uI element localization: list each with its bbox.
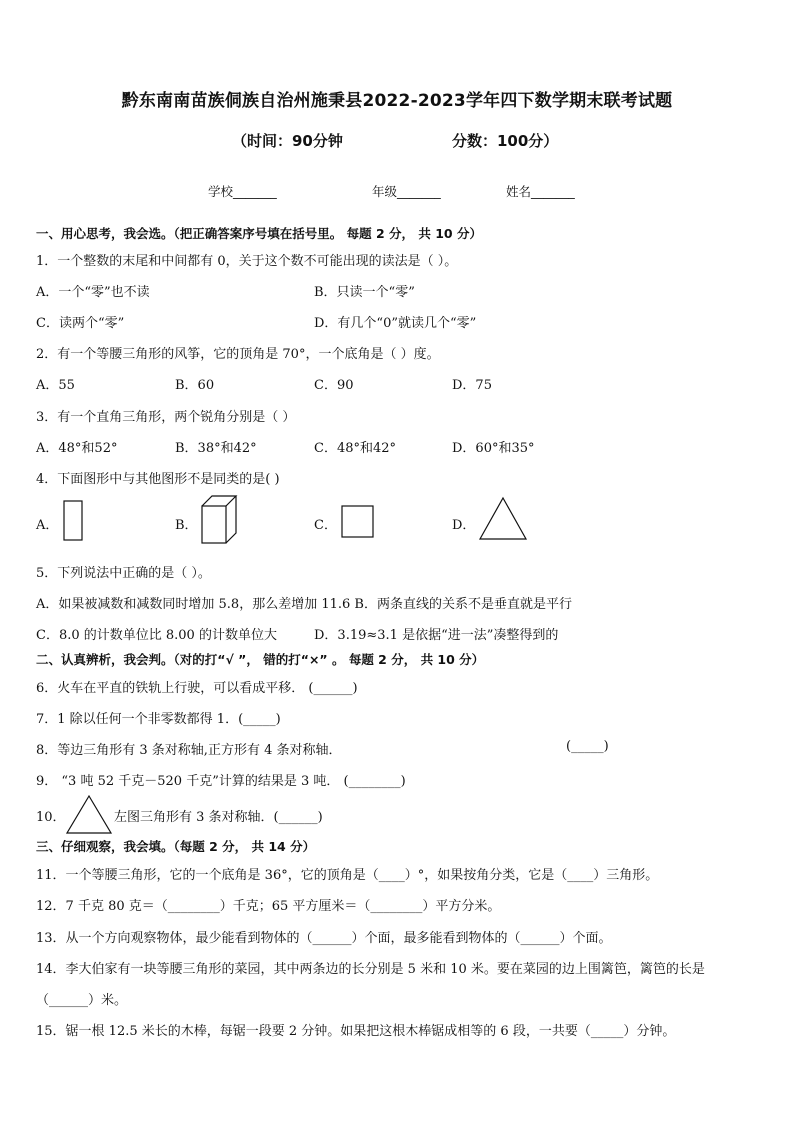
q10-triangle-icon bbox=[64, 794, 114, 836]
question-6: 6．火车在平直的铁轨上行驶，可以看成平移． (______) bbox=[36, 681, 358, 696]
grade-field: 年级_______ bbox=[372, 184, 441, 199]
q4-option-b: B． bbox=[175, 518, 198, 533]
question-10-text: 左图三角形有 3 条对称轴．(______) bbox=[114, 810, 323, 825]
q2-option-b: B．60 bbox=[175, 378, 215, 393]
question-7: 7．1 除以任何一个非零数都得 1．(_____) bbox=[36, 712, 281, 727]
question-11: 11．一个等腰三角形，它的一个底角是 36°，它的顶角是（____）°，如果按角分类，它是（____）三角形。 bbox=[36, 868, 659, 883]
question-15: 15．锯一根 12.5 米长的木棒，每锯一段要 2 分钟。如果把这根木棒锯成相等的 6 段，一共要（_____）分钟。 bbox=[36, 1024, 676, 1039]
q2-option-a: A．55 bbox=[36, 378, 75, 393]
q1-option-c: C．读两个“零” bbox=[36, 316, 125, 331]
q2-option-d: D．75 bbox=[452, 378, 492, 393]
question-12: 12．7 千克 80 克＝（________）千克；65 平方厘米＝（________）平方分米。 bbox=[36, 899, 501, 914]
q3-option-c: C．48°和42° bbox=[314, 441, 397, 456]
question-14-line-2: （______）米。 bbox=[36, 993, 128, 1008]
square-icon bbox=[340, 504, 376, 540]
question-13: 13．从一个方向观察物体，最少能看到物体的（______）个面，最多能看到物体的（______）个面。 bbox=[36, 931, 612, 946]
question-5: 5．下列说法中正确的是（ ）。 bbox=[36, 566, 211, 581]
school-field: 学校_______ bbox=[208, 184, 277, 199]
q1-option-b: B．只读一个“零” bbox=[314, 285, 415, 300]
q8-blank: (_____) bbox=[566, 739, 609, 754]
q4-option-c: C． bbox=[314, 518, 337, 533]
section-2-heading: 二、认真辨析，我会判。（对的打“√ ”， 错的打“×” 。 每题 2 分， 共 10 分） bbox=[36, 652, 485, 667]
q1-option-d: D．有几个“0”就读几个“零” bbox=[314, 316, 477, 331]
section-3-heading: 三、仔细观察，我会填。（每题 2 分， 共 14 分） bbox=[36, 839, 316, 854]
exam-time: （时间：90分钟 bbox=[232, 132, 343, 150]
q5-options-ab: A．如果被减数和减数同时增加 5.8，那么差增加 11.6 B．两条直线的关系不是垂直就是平行 bbox=[36, 597, 572, 612]
question-8: 8．等边三角形有 3 条对称轴,正方形有 4 条对称轴． bbox=[36, 743, 342, 758]
q3-option-a: A．48°和52° bbox=[36, 441, 118, 456]
q3-option-d: D．60°和35° bbox=[452, 441, 535, 456]
tall-rectangle-icon bbox=[62, 500, 86, 542]
question-3: 3．有一个直角三角形，两个锐角分别是（ ） bbox=[36, 410, 296, 425]
q1-option-a: A．一个“零”也不读 bbox=[36, 285, 150, 300]
q5-option-d: D．3.19≈3.1 是依据“进一法”凑整得到的 bbox=[314, 628, 559, 643]
cuboid-icon bbox=[200, 494, 240, 546]
q5-option-c: C．8.0 的计数单位比 8.00 的计数单位大 bbox=[36, 628, 277, 643]
q2-option-c: C．90 bbox=[314, 378, 354, 393]
q3-option-b: B．38°和42° bbox=[175, 441, 257, 456]
exam-score: 分数：100分） bbox=[452, 132, 559, 150]
question-14-line-1: 14．李大伯家有一块等腰三角形的菜园，其中两条边的长分别是 5 米和 10 米。要在菜园的边上围篱笆，篱笆的长是 bbox=[36, 962, 705, 977]
question-9: 9． “3 吨 52 千克－520 千克”计算的结果是 3 吨． (________) bbox=[36, 774, 406, 789]
question-4: 4．下面图形中与其他图形不是同类的是( ) bbox=[36, 472, 280, 487]
question-1: 1．一个整数的末尾和中间都有 0，关于这个数不可能出现的读法是（ ）。 bbox=[36, 254, 458, 269]
section-1-heading: 一、用心思考，我会选。（把正确答案序号填在括号里。 每题 2 分， 共 10 分） bbox=[36, 226, 482, 241]
question-2: 2．有一个等腰三角形的风筝，它的顶角是 70°，一个底角是（ ）度。 bbox=[36, 347, 440, 362]
question-10-number: 10． bbox=[36, 810, 66, 825]
q4-option-d: D． bbox=[452, 518, 476, 533]
q4-option-a: A． bbox=[36, 518, 59, 533]
name-field: 姓名_______ bbox=[506, 184, 575, 199]
triangle-icon bbox=[478, 496, 528, 542]
exam-title: 黔东南南苗族侗族自治州施秉县2022-2023学年四下数学期末联考试题 bbox=[121, 91, 673, 111]
